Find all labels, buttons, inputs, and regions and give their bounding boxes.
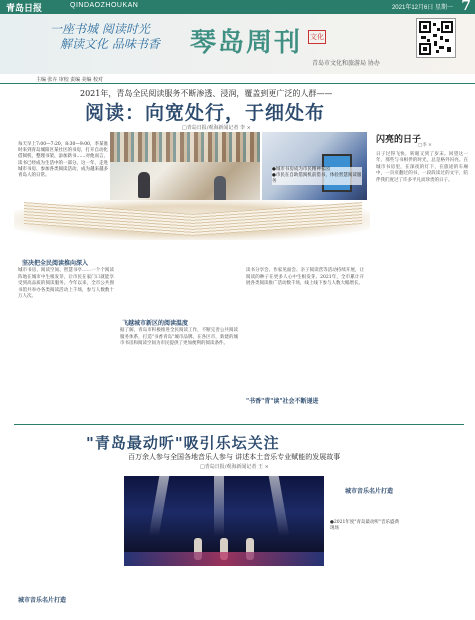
body-column-2: 据了解，青岛市积极推进全民阅读工作，不断完善公共阅读服务体系，打造"书香青岛"城市品牌。在各区市，新建的城市书房和阅读空间为市民提供了更加便利的阅读条件。 [120, 328, 238, 346]
open-book-graphic [14, 200, 370, 240]
slogan [50, 22, 160, 52]
caption-line-2: ●市民在自助借阅机前借书，体验智慧阅读服务 [272, 173, 362, 184]
credits-line: 主编 张卉 审校 责编 美编 校对 [0, 76, 475, 84]
sidebar-title: 闪亮的日子 [376, 135, 422, 145]
section-tag: 文化 [308, 30, 326, 44]
paper-name: QINDAOZHOUKAN [70, 2, 139, 9]
stage-light [214, 476, 224, 536]
article2-subheadline: 百万余人参与全国各地音乐人参与 讲述本土音乐专业赋能的发展故事 [128, 453, 341, 461]
bookshelf-graphic [110, 132, 260, 162]
concert-photo [124, 476, 324, 566]
stage-floor [124, 552, 324, 566]
stage-light [269, 476, 290, 536]
qr-code[interactable] [416, 18, 456, 58]
sidebar-column [372, 132, 472, 332]
book-page-left [24, 202, 194, 236]
sidebar-body: 日子过得飞快，转眼又到了岁末。回望这一年，那些与书相伴的时光，总是格外闪亮。在城市书房里，在深夜的灯下，在旅途的车厢中，一页页翻过的书，一段段读过的文字，陪伴我们度过了许多平凡而珍贵的日子。 [376, 152, 468, 183]
reader-figure [138, 172, 150, 198]
issue-date: 2021年12月6日 星期一 [391, 5, 453, 11]
article-byline: □青岛日报/观海新闻记者 李 × [182, 125, 251, 131]
article2-byline: □青岛日报/观海新闻记者 王 × [200, 464, 269, 470]
sidebar-byline: □李 × [418, 143, 432, 148]
subhead: 飞越城市新区的阅读温度 [122, 320, 189, 327]
subhead: 坚决把全民阅读推向深入 [22, 260, 89, 267]
article2-headline: "青岛最动听"吸引乐坛关注 [86, 434, 280, 452]
stage-light [149, 476, 170, 536]
article-kicker: 2021年，青岛全民阅读服务不断渗透、浸润，覆盖到更广泛的人群—— [80, 89, 333, 98]
article-lead: 每天早上7:00—7:20，8:30—9:00，李某准时来到青岛城阳区某社区的书房，打开自动化借阅机，整理书架、添加新书……对他而言，读书已经成为生活中的一部分。这一年，走进城市书房、参加各类阅读活动，成为越来越多青岛人的日常。 [18, 142, 108, 179]
body-column-3: 读书分享会、作家见面会、亲子阅读营等活动持续开展，让阅读的种子在更多人心中生根发芽。2021年，全市累计开展各类阅读推广活动数千场，线上线下参与人数大幅增长。 [246, 268, 364, 286]
book-page-right [192, 202, 362, 236]
masthead-title: 琴岛周刊 [190, 28, 303, 58]
subhead: 城市音乐名片打造 [18, 597, 67, 604]
photo-caption [272, 167, 362, 185]
subhead: 城市音乐名片打造 [345, 488, 394, 495]
section-divider [14, 424, 464, 425]
caption-line-1: ●城市书房成为市民精神家园 [272, 167, 330, 172]
reader-figure [214, 176, 226, 202]
subhead: "书香"青"读"社会不断递进 [246, 398, 319, 405]
top-bar [0, 0, 475, 14]
article-headline: 阅读：向宽处行，于细处布 [85, 102, 326, 124]
qr-code-icon [417, 19, 455, 57]
body-column-1: 城市书房、阅读空间、智慧书亭……一个个阅读阵地在城市中生根发芽，让市民在家门口就能享受到高品质的阅读服务。今年以来，全市公共图书馆共举办各类阅读活动上千场，参与人数数十万人次。 [18, 268, 114, 299]
concert-caption: ●2021年度"青岛最动听"音乐盛典现场 [330, 520, 400, 531]
slogan-line-1: 一座书城 阅读时光 [50, 22, 150, 36]
sponsor-line: 青岛市文化和旅游局 协办 [312, 60, 380, 67]
newspaper-logo: 青岛日报 [6, 4, 43, 14]
slogan-line-2: 解读文化 品味书香 [60, 37, 160, 51]
page-number: 7 [461, 0, 471, 14]
bookstore-photo [110, 132, 260, 210]
